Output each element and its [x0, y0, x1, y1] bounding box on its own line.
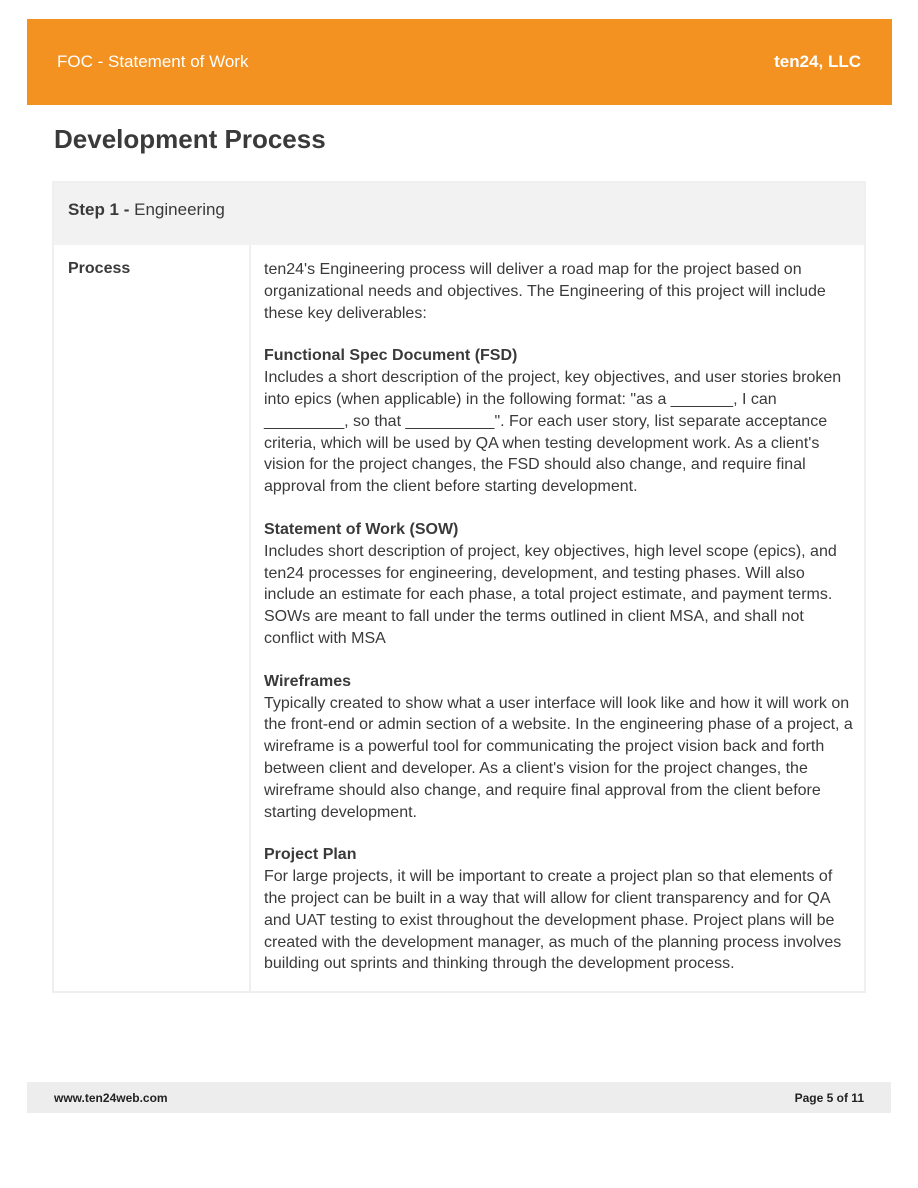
step-table — [52, 181, 866, 993]
section-title: Project Plan — [264, 846, 357, 864]
section-body: Typically created to show what a user interface will look like and how it will work on the front-end or admin section of a website. In the engineering phase of a project, a wireframe is a powerful tool for communicating the project vision back and forth between client and developer. As a client's vision for the project changes, the wireframe should also change, and require final approval from the client before starting development. — [264, 694, 853, 821]
page-title: Development Process — [54, 124, 326, 154]
section-title: Wireframes — [264, 672, 352, 690]
step-number: Step 1 - — [68, 200, 130, 219]
page-number: Page 5 of 11 — [794, 1090, 864, 1105]
section-body: For large projects, it will be important to create a project plan so that elements of the project can be built in a way that will allow for client transparency and for QA and UAT testing to exist throughout the development phase. Project plans will be created with the development manager, as much of the planning process involves building out sprints and thinking through the development process. — [264, 868, 842, 973]
section-sow — [264, 519, 854, 650]
step-name: Engineering — [134, 200, 225, 219]
section-wireframes — [264, 671, 854, 824]
section-title: Statement of Work (SOW) — [264, 520, 459, 538]
intro-paragraph: ten24's Engineering process will deliver a road map for the project based on organizational needs and objectives. The Engineering of this project will include these key deliverables: — [264, 261, 826, 322]
section-project-plan — [264, 844, 854, 975]
row-content — [251, 245, 864, 991]
section-body: Includes a short description of the project, key objectives, and user stories broken into epics (when applicable) in the following format: "as a _______, I can _________, so that __________". For each user story, list separate acceptance criteria, which will be used by QA when testing development work. As a client's vision for the project changes, the FSD should also change, and require final approval from the client before starting development. — [264, 369, 842, 496]
footer-bar — [27, 1082, 891, 1113]
company-name: ten24, LLC — [774, 52, 861, 71]
footer-website: www.ten24web.com — [54, 1090, 168, 1105]
process-row — [54, 245, 864, 991]
document-title: FOC - Statement of Work — [57, 52, 249, 71]
header-bar — [27, 19, 892, 105]
step-header — [54, 183, 864, 245]
row-label: Process — [54, 245, 251, 991]
section-title: Functional Spec Document (FSD) — [264, 347, 518, 365]
section-body: Includes short description of project, key objectives, high level scope (epics), and ten24 processes for engineering, development, and testing phases. Will also include an estimate for each phase, a total project estimate, and payment terms. SOWs are meant to fall under the terms outlined in client MSA, and shall not conflict with MSA — [264, 542, 837, 647]
section-fsd — [264, 345, 854, 498]
